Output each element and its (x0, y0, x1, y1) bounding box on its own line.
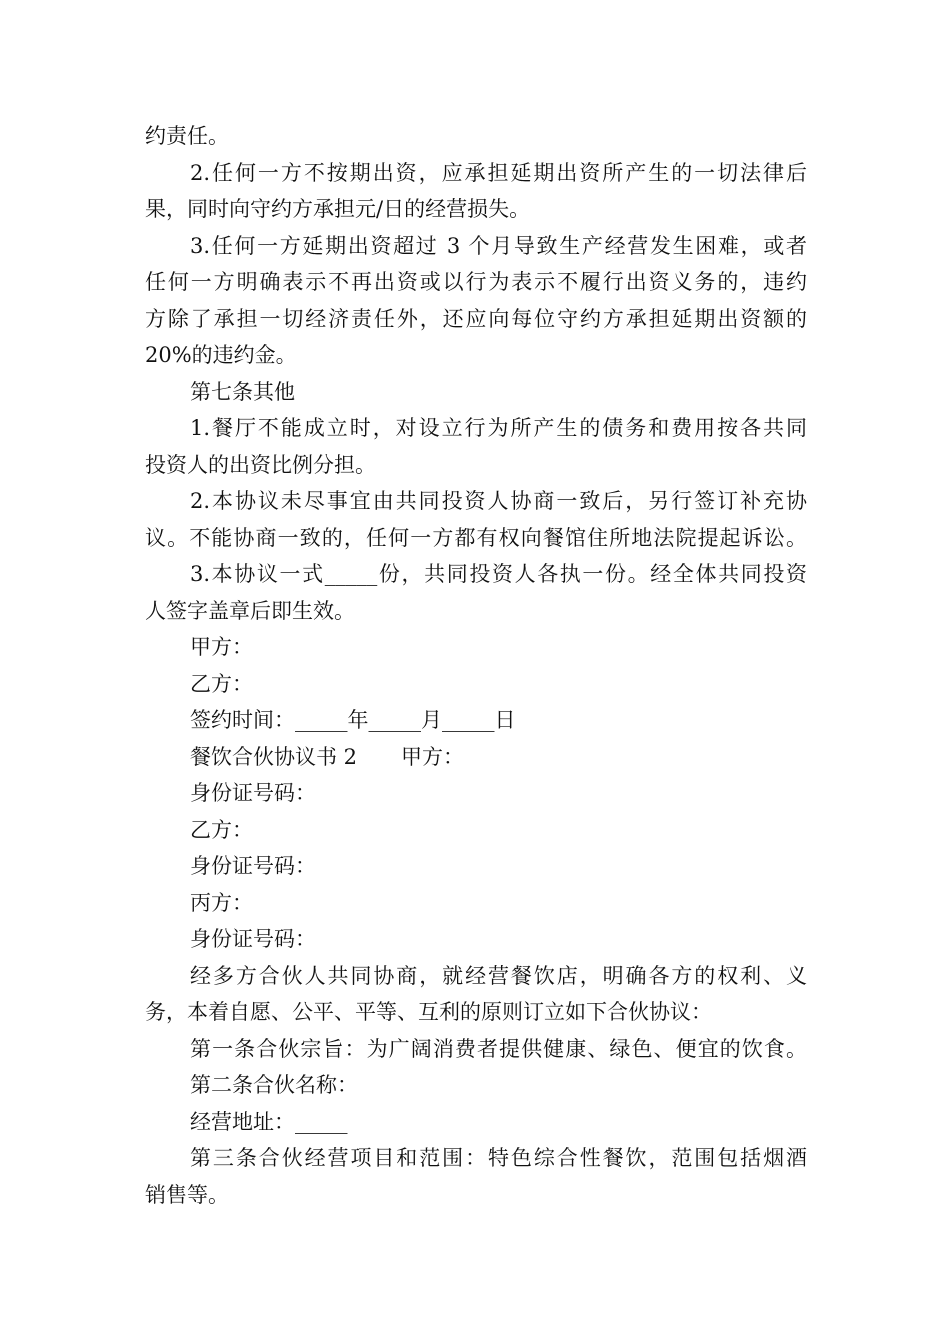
paragraph-line: 销售等。 (145, 1182, 229, 1207)
paragraph-line: 3.本协议一式_____份，共同投资人各执一份。经全体共同投资 (190, 562, 807, 586)
paragraph-line: 人签字盖章后即生效。 (145, 598, 355, 623)
paragraph-line: 第二条合伙名称： (190, 1073, 358, 1097)
paragraph-line: 果，同时向守约方承担元/日的经营损失。 (145, 197, 531, 221)
paragraph-line: 第一条合伙宗旨：为广阔消费者提供健康、绿色、便宜的饮食。 (190, 1036, 807, 1061)
contract-section-1 (145, 118, 807, 739)
paragraph-line: 20%的违约金。 (145, 343, 297, 367)
paragraph-line: 甲方： (190, 635, 253, 659)
section-heading-2 (145, 739, 807, 776)
document-body (145, 118, 807, 1213)
paragraph-line: 第七条其他 (190, 379, 295, 404)
paragraph-line: 身份证号码： (190, 854, 316, 878)
paragraph-line: 1.餐厅不能成立时，对设立行为所产生的债务和费用按各共同 (190, 416, 807, 440)
paragraph-line: 投资人的出资比例分担。 (145, 452, 376, 477)
paragraph-line: 身份证号码： (190, 781, 316, 805)
paragraph-line: 约责任。 (145, 124, 229, 148)
paragraph-line: 丙方： (190, 890, 253, 915)
paragraph-line: 经营地址：_____ (190, 1109, 348, 1134)
paragraph-line: 乙方： (190, 671, 253, 696)
paragraph-line: 务，本着自愿、公平、平等、互利的原则订立如下合伙协议： (145, 1000, 712, 1024)
party-a-label: 甲方： (401, 744, 465, 769)
paragraph-line: 签约时间：_____年_____月_____日 (190, 708, 516, 732)
paragraph-line: 经多方合伙人共同协商，就经营餐饮店，明确各方的权利、义 (190, 963, 807, 988)
paragraph-line: 3.任何一方延期出资超过 3 个月导致生产经营发生困难，或者 (190, 233, 807, 258)
paragraph-line: 身份证号码： (190, 927, 316, 951)
paragraph-line: 议。不能协商一致的，任何一方都有权向餐馆住所地法院提起诉讼。 (145, 525, 807, 550)
contract-section-2 (145, 775, 807, 1213)
paragraph-line: 2.本协议未尽事宜由共同投资人协商一致后，另行签订补充协 (190, 489, 807, 513)
paragraph-line: 第三条合伙经营项目和范围：特色综合性餐饮，范围包括烟酒 (190, 1146, 807, 1170)
paragraph-line: 2.任何一方不按期出资，应承担延期出资所产生的一切法律后 (190, 160, 807, 185)
paragraph-line: 方除了承担一切经济责任外，还应向每位守约方承担延期出资额的 (145, 306, 807, 331)
document-title-2: 餐饮合伙协议书 2 (190, 744, 358, 769)
paragraph-line: 任何一方明确表示不再出资或以行为表示不履行出资义务的，违约 (145, 270, 807, 294)
paragraph-line: 乙方： (190, 817, 253, 842)
